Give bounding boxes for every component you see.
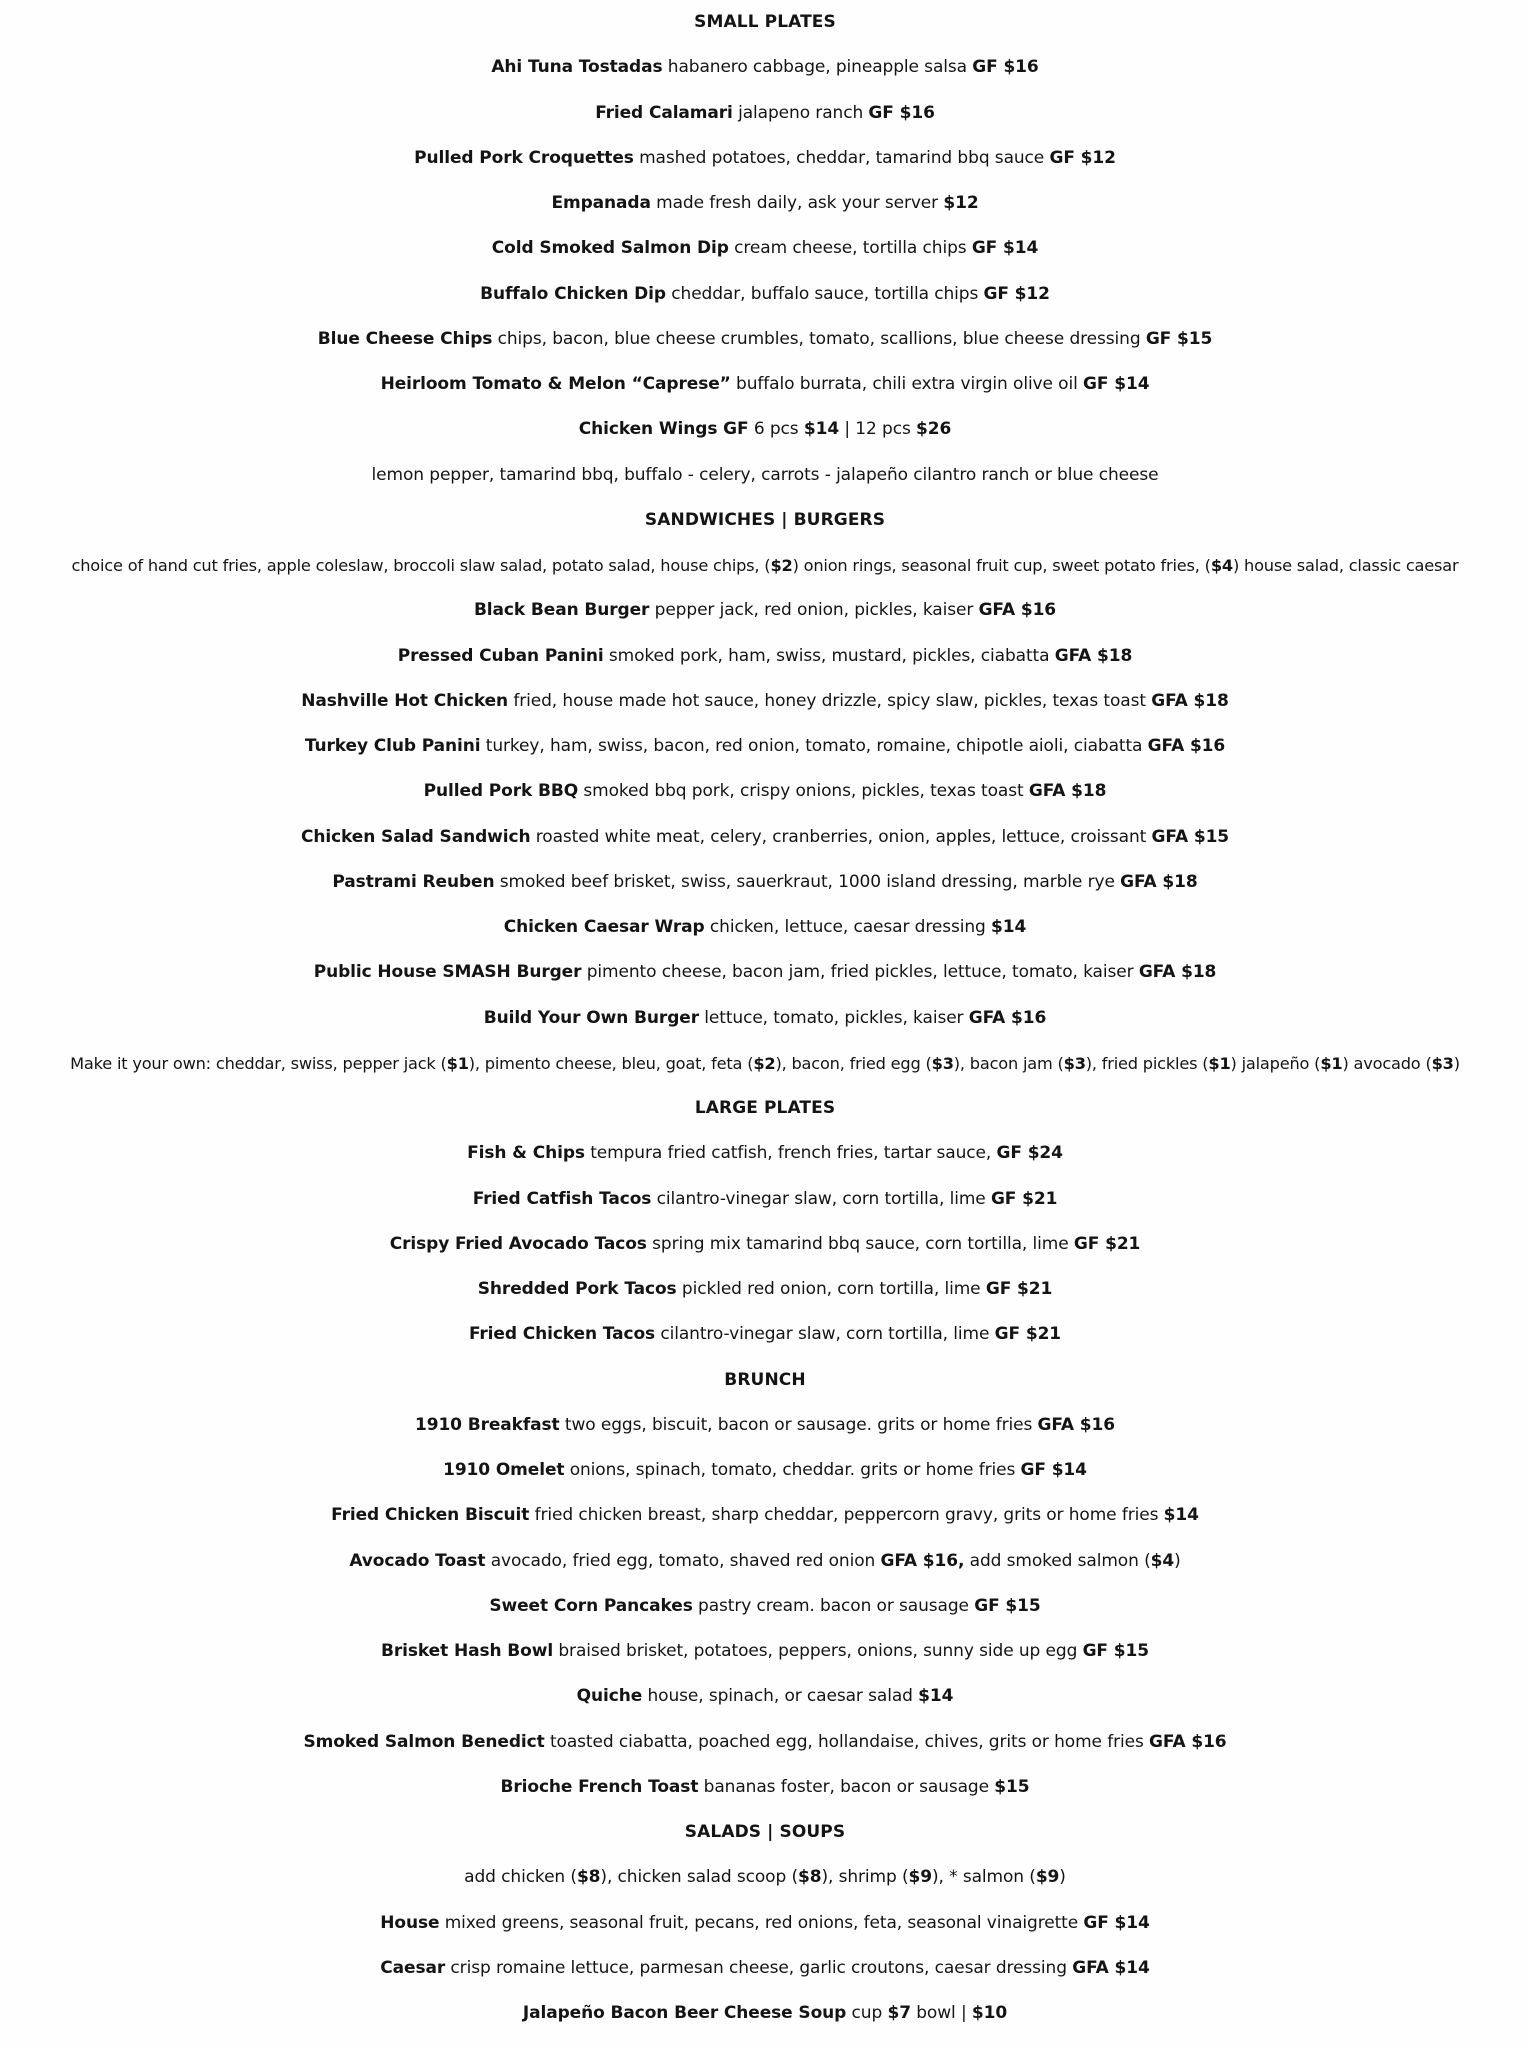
description-text: house, spinach, or caesar salad <box>642 1686 919 1707</box>
bold-text: Turkey Club Panini <box>304 736 481 756</box>
bold-text: Crispy Fried Avocado Tacos <box>389 1233 647 1254</box>
description-text: fried, house made hot sauce, honey drizzle, spicy slaw, pickles, texas toast <box>508 690 1152 711</box>
menu-item <box>0 1674 1530 1719</box>
bold-text: $14 <box>1163 1505 1199 1526</box>
menu-item <box>0 1539 1530 1584</box>
bold-text: GF $21 <box>1073 1233 1141 1254</box>
bold-text: $1 <box>446 1053 469 1073</box>
bold-text: $7 <box>887 2003 911 2023</box>
description-text: spring mix tamarind bbq sauce, corn tortilla, lime <box>646 1233 1074 1254</box>
bold-text: $4 <box>1150 1550 1175 1571</box>
menu-item <box>0 362 1530 407</box>
menu-item <box>0 1222 1530 1267</box>
bold-text: 1910 Omelet <box>443 1460 565 1480</box>
bold-text: $26 <box>916 419 952 440</box>
description-text: habanero cabbage, pineapple salsa <box>662 57 973 78</box>
bold-text: GFA $15 <box>1151 826 1230 847</box>
bold-text: 1910 Breakfast <box>414 1414 560 1435</box>
menu-item <box>0 905 1530 950</box>
description-text: ) onion rings, seasonal fruit cup, sweet potato fries, ( <box>792 556 1211 575</box>
menu-item <box>0 91 1530 136</box>
section-heading <box>0 1810 1530 1855</box>
bold-text: GFA $18 <box>1028 781 1107 802</box>
bold-text: Black Bean Burger <box>473 600 650 621</box>
bold-text: Fried Chicken Biscuit <box>331 1505 530 1526</box>
bold-text: GF $14 <box>1083 374 1150 394</box>
menu-item <box>0 1765 1530 1810</box>
bold-text: Nashville Hot Chicken <box>301 690 509 711</box>
description-text: pepper jack, red onion, pickles, kaiser <box>649 600 979 621</box>
bold-text: GFA $18 <box>1151 690 1229 711</box>
description-text: chicken, lettuce, caesar dressing <box>704 917 992 937</box>
bold-text: $8 <box>576 1867 601 1888</box>
description-text: made fresh daily, ask your server <box>650 193 944 213</box>
bold-text: Caesar <box>380 1957 446 1978</box>
description-text: add chicken ( <box>464 1867 577 1888</box>
description-text: pastry cream. bacon or sausage <box>692 1595 975 1616</box>
menu-item <box>0 679 1530 724</box>
bold-text: Avocado Toast <box>349 1550 486 1571</box>
bold-text: GF $15 <box>1145 328 1213 349</box>
bold-text: GFA $16, <box>880 1550 965 1571</box>
bold-text: Empanada <box>551 193 651 213</box>
description-text: ) jalapeño ( <box>1230 1053 1321 1073</box>
bold-text: House <box>380 1912 440 1933</box>
bold-text: Chicken Salad Sandwich <box>300 826 531 847</box>
menu-item <box>0 45 1530 90</box>
menu-item <box>0 769 1530 814</box>
description-text: bowl | <box>910 2003 972 2023</box>
menu-item <box>0 1493 1530 1538</box>
menu-item <box>0 317 1530 362</box>
bold-text: $9 <box>908 1867 932 1888</box>
bold-text: GF $21 <box>985 1279 1053 1299</box>
description-text: smoked beef brisket, swiss, sauerkraut, 1000 island dressing, marble rye <box>494 871 1121 892</box>
description-text: choice of hand cut fries, apple coleslaw, broccoli slaw salad, potato salad, house chips, ( <box>71 556 771 575</box>
bold-text: $14 <box>918 1686 954 1707</box>
bold-text: GFA $18 <box>1138 962 1217 983</box>
bold-text: SALADS | SOUPS <box>684 1822 846 1842</box>
menu-item <box>0 1312 1530 1357</box>
description-text: ), shrimp ( <box>821 1867 909 1888</box>
description-text: add smoked salmon ( <box>964 1550 1151 1571</box>
bold-text: $2 <box>770 556 793 575</box>
bold-text: GFA $16 <box>1037 1414 1115 1435</box>
description-text: toasted ciabatta, poached egg, hollandaise, chives, grits or home fries <box>544 1731 1150 1752</box>
section-heading <box>0 1358 1530 1403</box>
bold-text: Fried Calamari <box>595 102 733 123</box>
bold-text: GF $14 <box>1020 1460 1087 1480</box>
bold-text: Public House SMASH Burger <box>313 962 582 983</box>
bold-text: Fried Catfish Tacos <box>472 1188 652 1209</box>
description-text: ) <box>1453 1053 1460 1073</box>
menu-item <box>0 407 1530 452</box>
description-text: cream cheese, tortilla chips <box>728 238 972 259</box>
menu-item <box>0 226 1530 271</box>
bold-text: GF $21 <box>990 1188 1058 1209</box>
description-text: cheddar, buffalo sauce, tortilla chips <box>665 283 984 304</box>
description-text: cup <box>846 2003 888 2023</box>
menu-item <box>0 1403 1530 1448</box>
bold-text: Smoked Salmon Benedict <box>303 1731 545 1752</box>
description-text: lettuce, tomato, pickles, kaiser <box>698 1007 969 1028</box>
description-text: ) house salad, classic caesar <box>1232 556 1459 575</box>
description-text: | 12 pcs <box>839 419 917 440</box>
description-text: lemon pepper, tamarind bbq, buffalo - celery, carrots - jalapeño cilantro ranch or blue cheese <box>371 464 1159 485</box>
description-text: ) avocado ( <box>1342 1053 1432 1073</box>
bold-text: Jalapeño Bacon Beer Cheese Soup <box>522 2003 847 2023</box>
bold-text: GF $14 <box>971 238 1039 259</box>
description-text: jalapeno ranch <box>732 102 869 123</box>
bold-text: $3 <box>1063 1053 1086 1073</box>
bold-text: Cold Smoked Salmon Dip <box>491 238 729 259</box>
description-text: Make it your own: cheddar, swiss, pepper jack ( <box>70 1053 447 1073</box>
bold-text: GF $24 <box>996 1143 1063 1164</box>
menu-item <box>0 950 1530 995</box>
menu-note <box>0 1041 1530 1086</box>
menu-item <box>0 1720 1530 1765</box>
bold-text: Sweet Corn Pancakes <box>489 1595 693 1616</box>
menu-item <box>0 1991 1530 2036</box>
description-text: mixed greens, seasonal fruit, pecans, red onions, feta, seasonal vinaigrette <box>439 1912 1084 1933</box>
description-text: bananas foster, bacon or sausage <box>698 1776 995 1797</box>
bold-text: Blue Cheese Chips <box>317 328 493 349</box>
description-text: ), chicken salad scoop ( <box>600 1867 798 1888</box>
bold-text: Heirloom Tomato & Melon “Caprese” <box>380 374 731 394</box>
bold-text: Chicken Caesar Wrap <box>503 917 705 937</box>
bold-text: $15 <box>994 1776 1030 1797</box>
description-text: ), pimento cheese, bleu, goat, feta ( <box>468 1053 754 1073</box>
bold-text: GFA $16 <box>968 1007 1047 1028</box>
bold-text: $12 <box>943 193 979 213</box>
bold-text: Ahi Tuna Tostadas <box>491 57 663 78</box>
menu-note <box>0 453 1530 498</box>
menu-item <box>0 724 1530 769</box>
bold-text: GFA $18 <box>1054 645 1133 666</box>
menu-item <box>0 1629 1530 1674</box>
bold-text: GFA $16 <box>1147 736 1226 756</box>
bold-text: GF $15 <box>1082 1641 1149 1661</box>
description-text: crisp romaine lettuce, parmesan cheese, garlic croutons, caesar dressing <box>445 1957 1073 1978</box>
bold-text: $2 <box>753 1053 776 1073</box>
menu-note <box>0 543 1530 588</box>
bold-text: $1 <box>1208 1053 1231 1073</box>
bold-text: Pulled Pork Croquettes <box>414 147 634 168</box>
description-text: ), * salmon ( <box>932 1867 1036 1888</box>
description-text: chips, bacon, blue cheese crumbles, tomato, scallions, blue cheese dressing <box>492 328 1146 349</box>
description-text: ), fried pickles ( <box>1085 1053 1209 1073</box>
bold-text: $9 <box>1035 1867 1060 1888</box>
menu-item <box>0 1177 1530 1222</box>
section-heading <box>0 498 1530 543</box>
bold-text: GFA $14 <box>1072 1957 1150 1978</box>
bold-text: Brisket Hash Bowl <box>381 1641 554 1661</box>
bold-text: GFA $18 <box>1120 871 1198 892</box>
description-text: tempura fried catfish, french fries, tartar sauce, <box>584 1143 997 1164</box>
description-text: 6 pcs <box>748 419 804 440</box>
description-text: two eggs, biscuit, bacon or sausage. grits or home fries <box>559 1414 1038 1435</box>
description-text: turkey, ham, swiss, bacon, red onion, tomato, romaine, chipotle aioli, ciabatta <box>480 736 1148 756</box>
menu-item <box>0 1448 1530 1493</box>
bold-text: $14 <box>803 419 840 440</box>
bold-text: Fried Chicken Tacos <box>468 1324 656 1345</box>
menu-item <box>0 588 1530 633</box>
bold-text: Quiche <box>576 1686 643 1707</box>
description-text: ) <box>1059 1867 1066 1888</box>
bold-text: Fish & Chips <box>467 1143 585 1164</box>
description-text: pickled red onion, corn tortilla, lime <box>676 1279 986 1299</box>
section-heading <box>0 0 1530 45</box>
menu-item <box>0 136 1530 181</box>
menu-item <box>0 181 1530 226</box>
description-text: buffalo burrata, chili extra virgin olive oil <box>730 374 1084 394</box>
bold-text: $4 <box>1210 556 1233 575</box>
bold-text: Chicken Wings GF <box>578 419 749 440</box>
description-text: braised brisket, potatoes, peppers, onions, sunny side up egg <box>553 1641 1083 1661</box>
bold-text: GFA $16 <box>1149 1731 1227 1752</box>
bold-text: GF $16 <box>868 102 935 123</box>
menu-item <box>0 272 1530 317</box>
bold-text: $8 <box>797 1867 822 1888</box>
bold-text: GF $14 <box>1083 1912 1150 1933</box>
description-text: ) <box>1174 1550 1181 1571</box>
bold-text: Pastrami Reuben <box>332 871 495 892</box>
description-text: cilantro-vinegar slaw, corn tortilla, lime <box>651 1188 991 1209</box>
bold-text: Buffalo Chicken Dip <box>480 283 666 304</box>
description-text: ), bacon, fried egg ( <box>775 1053 932 1073</box>
bold-text: GFA $16 <box>978 600 1057 621</box>
menu-item <box>0 1946 1530 1991</box>
bold-text: LARGE PLATES <box>694 1098 836 1118</box>
menu-item <box>0 996 1530 1041</box>
menu-item <box>0 634 1530 679</box>
description-text: smoked bbq pork, crispy onions, pickles, texas toast <box>578 781 1029 802</box>
bold-text: Pressed Cuban Panini <box>397 645 604 666</box>
menu-item <box>0 1584 1530 1629</box>
bold-text: GF $15 <box>974 1595 1041 1616</box>
bold-text: $3 <box>1431 1053 1454 1073</box>
menu-item <box>0 1901 1530 1946</box>
bold-text: $3 <box>931 1053 954 1073</box>
description-text: mashed potatoes, cheddar, tamarind bbq sauce <box>633 147 1050 168</box>
menu-item <box>0 1131 1530 1176</box>
menu-item <box>0 815 1530 860</box>
bold-text: Pulled Pork BBQ <box>423 781 579 802</box>
bold-text: GF $16 <box>972 57 1039 78</box>
bold-text: Brioche French Toast <box>500 1776 699 1797</box>
bold-text: GF $12 <box>1049 147 1116 168</box>
bold-text: $1 <box>1320 1053 1343 1073</box>
bold-text: SANDWICHES | BURGERS <box>644 509 886 530</box>
description-text: pimento cheese, bacon jam, fried pickles, lettuce, tomato, kaiser <box>581 962 1139 983</box>
menu-note <box>0 1855 1530 1900</box>
bold-text: BRUNCH <box>724 1369 806 1390</box>
bold-text: GF $12 <box>983 283 1050 304</box>
bold-text: Shredded Pork Tacos <box>477 1279 677 1299</box>
description-text: onions, spinach, tomato, cheddar. grits or home fries <box>564 1460 1021 1480</box>
section-heading <box>0 1086 1530 1131</box>
bold-text: SMALL PLATES <box>694 12 836 32</box>
menu-item <box>0 1267 1530 1312</box>
description-text: ), bacon jam ( <box>953 1053 1064 1073</box>
bold-text: $10 <box>971 2003 1008 2023</box>
menu-item <box>0 860 1530 905</box>
bold-text: Build Your Own Burger <box>483 1007 699 1028</box>
description-text: smoked pork, ham, swiss, mustard, pickles, ciabatta <box>603 645 1055 666</box>
bold-text: $14 <box>991 917 1027 937</box>
description-text: roasted white meat, celery, cranberries, onion, apples, lettuce, croissant <box>530 826 1152 847</box>
description-text: fried chicken breast, sharp cheddar, peppercorn gravy, grits or home fries <box>529 1505 1164 1526</box>
description-text: avocado, fried egg, tomato, shaved red onion <box>485 1550 881 1571</box>
bold-text: GF $21 <box>994 1324 1062 1345</box>
description-text: cilantro-vinegar slaw, corn tortilla, lime <box>655 1324 995 1345</box>
